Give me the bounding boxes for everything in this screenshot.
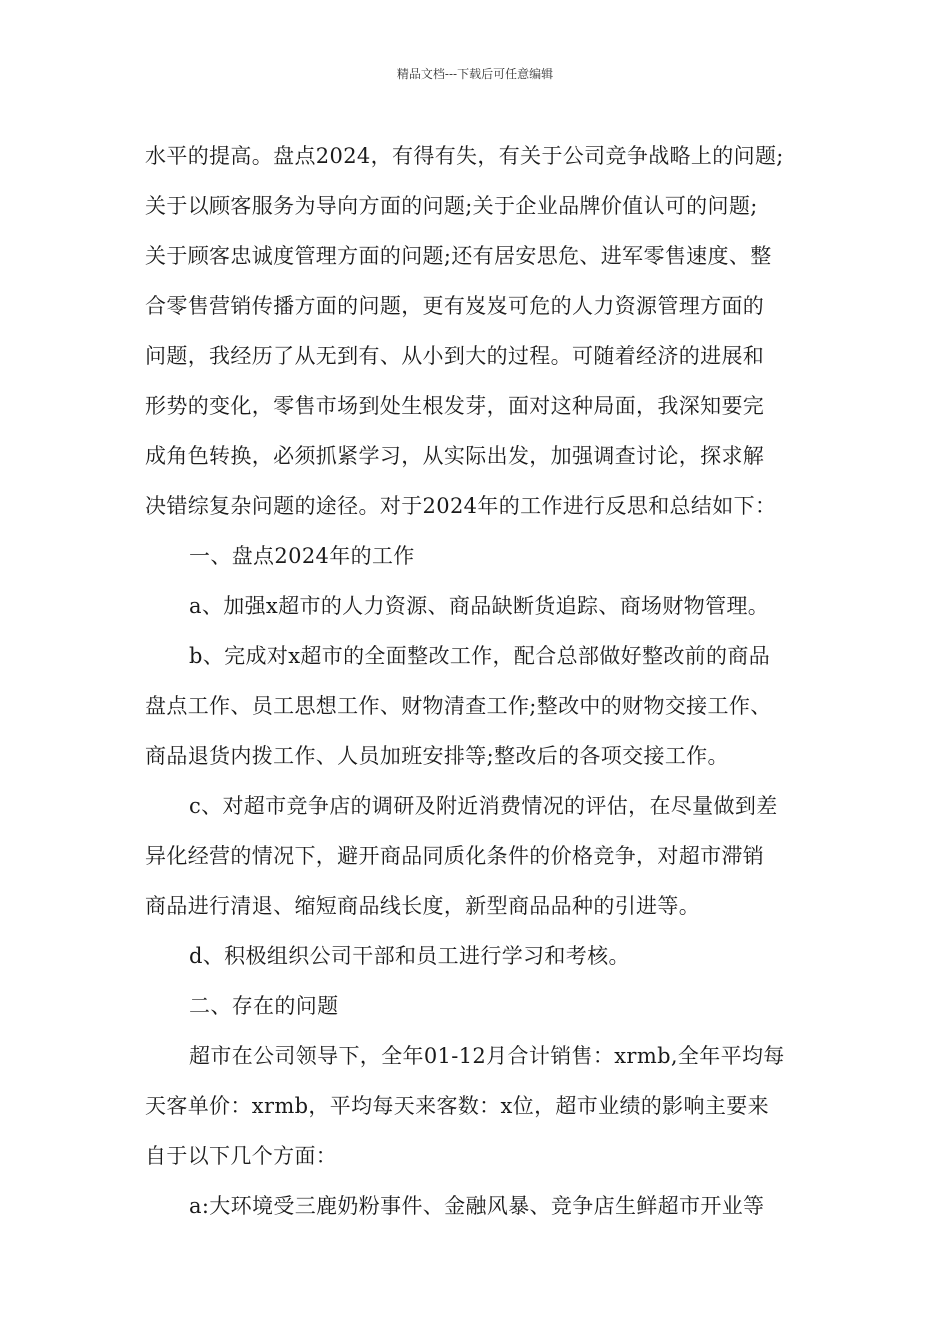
- document-body: [145, 131, 809, 1231]
- text-line: 形势的变化，零售市场到处生根发芽，面对这种局面，我深知要完: [145, 394, 765, 418]
- text-line: 天客单价：xrmb，平均每天来客数：x位，超市业绩的影响主要来: [145, 1094, 769, 1118]
- text-line: 合零售营销传播方面的问题，更有岌岌可危的人力资源管理方面的: [145, 294, 765, 318]
- section-heading: 一、盘点2024年的工作: [189, 544, 415, 568]
- text-line: 商品退货内拨工作、人员加班安排等;整改后的各项交接工作。: [145, 744, 729, 768]
- text-line: 水平的提高。盘点2024，有得有失，有关于公司竞争战略上的问题;: [145, 144, 784, 168]
- list-item: a:大环境受三鹿奶粉事件、金融风暴、竞争店生鲜超市开业等: [189, 1194, 765, 1218]
- text-line: 成角色转换，必须抓紧学习，从实际出发，加强调查讨论，探求解: [145, 444, 765, 468]
- text-line: 问题，我经历了从无到有、从小到大的过程。可随着经济的进展和: [145, 344, 765, 368]
- text-line: 关于以顾客服务为导向方面的问题;关于企业品牌价值认可的问题;: [145, 194, 758, 218]
- text-line: 关于顾客忠诚度管理方面的问题;还有居安思危、进军零售速度、整: [145, 244, 772, 268]
- list-item: b、完成对x超市的全面整改工作，配合总部做好整改前的商品: [189, 644, 771, 668]
- text-line: 异化经营的情况下，避开商品同质化条件的价格竞争，对超市滞销: [145, 844, 765, 868]
- section-heading: 二、存在的问题: [189, 994, 339, 1018]
- text-line: 自于以下几个方面：: [145, 1144, 338, 1168]
- text-line: 盘点工作、员工思想工作、财物清查工作;整改中的财物交接工作、: [145, 694, 772, 718]
- list-item: c、对超市竞争店的调研及附近消费情况的评估，在尽量做到差: [189, 794, 778, 818]
- text-line: 商品进行清退、缩短商品线长度，新型商品品种的引进等。: [145, 894, 701, 918]
- text-line: 决错综复杂问题的途径。对于2024年的工作进行反思和总结如下：: [145, 494, 777, 518]
- page-header: 精品文档---下载后可任意编辑: [396, 67, 554, 81]
- list-item: a、加强x超市的人力资源、商品缺断货追踪、商场财物管理。: [189, 594, 770, 618]
- text-line: 超市在公司领导下，全年01-12月合计销售：xrmb,全年平均每: [189, 1044, 785, 1068]
- list-item: d、积极组织公司干部和员工进行学习和考核。: [189, 944, 630, 968]
